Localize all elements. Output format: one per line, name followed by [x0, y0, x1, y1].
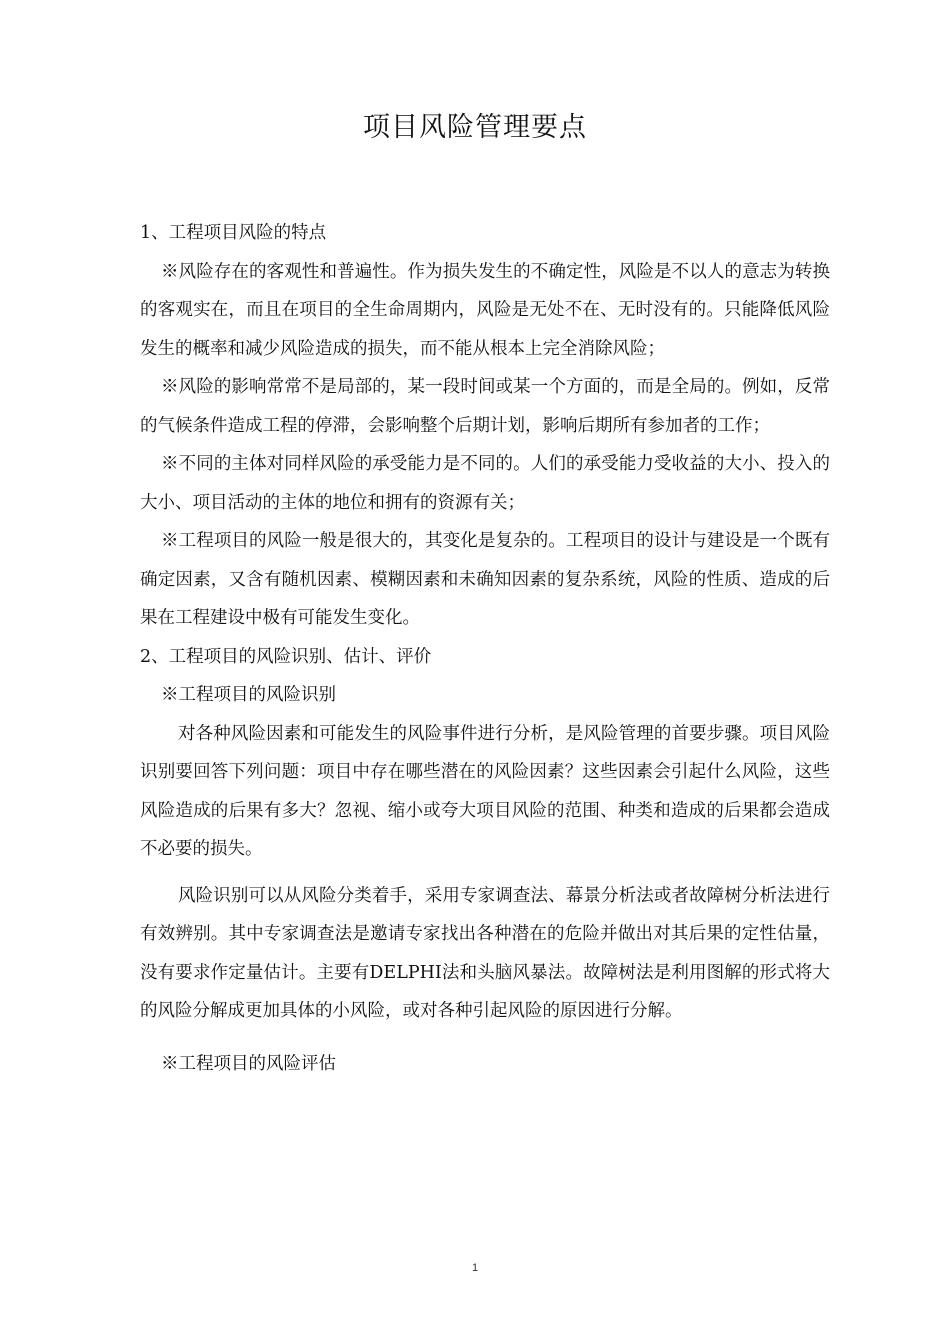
- paragraph-risk-objectivity: ※风险存在的客观性和普遍性。作为损失发生的不确定性，风险是不以人的意志为转换的客观实在，而且在项目的全生命周期内，风险是无处不在、无时没有的。只能降低风险发生的概率和减少风险造成的损失，而不能从根本上完全消除风险；: [140, 261, 830, 359]
- paragraph-risk-global-impact: ※风险的影响常常不是局部的，某一段时间或某一个方面的，而是全局的。例如，反常的气候条件造成工程的停滞，会影响整个后期计划，影响后期所有参加者的工作；: [140, 377, 830, 436]
- section-heading-2: 2、工程项目的风险识别、估计、评价: [140, 646, 432, 667]
- page-number: 1: [471, 1262, 479, 1274]
- paragraph-risk-complexity: ※工程项目的风险一般是很大的，其变化是复杂的。工程项目的设计与建设是一个既有确定因素，又含有随机因素、模糊因素和未确知因素的复杂系统，风险的性质、造成的后果在工程建设中极有可能发生变化。: [140, 531, 830, 628]
- section-heading-1: 1、工程项目风险的特点: [140, 223, 327, 243]
- subheading-risk-identification: ※工程项目的风险识别: [161, 685, 336, 705]
- paragraph-risk-tolerance: ※不同的主体对同样风险的承受能力是不同的。人们的承受能力受收益的大小、投入的大小、项目活动的主体的地位和拥有的资源有关；: [140, 454, 830, 513]
- subheading-risk-evaluation: ※工程项目的风险评估: [161, 1053, 336, 1074]
- document-body: [140, 214, 830, 1083]
- paragraph-identification-questions: 对各种风险因素和可能发生的风险事件进行分析，是风险管理的首要步骤。项目风险识别要回答下列问题：项目中存在哪些潜在的风险因素？这些因素会引起什么风险，这些风险造成的后果有多大？忽视、缩小或夸大项目风险的范围、种类和造成的后果都会造成不必要的损失。: [140, 723, 830, 859]
- paragraph-identification-methods: 风险识别可以从风险分类着手，采用专家调查法、幕景分析法或者故障树分析法进行有效辨别。其中专家调查法是邀请专家找出各种潜在的危险并做出对其后果的定性估量，没有要求作定量估计。主要有DELPHI法和头脑风暴法。故障树法是利用图解的形式将大的风险分解成更加具体的小风险，或对各种引起风险的原因进行分解。: [140, 885, 830, 1021]
- document-title: 项目风险管理要点: [363, 112, 587, 143]
